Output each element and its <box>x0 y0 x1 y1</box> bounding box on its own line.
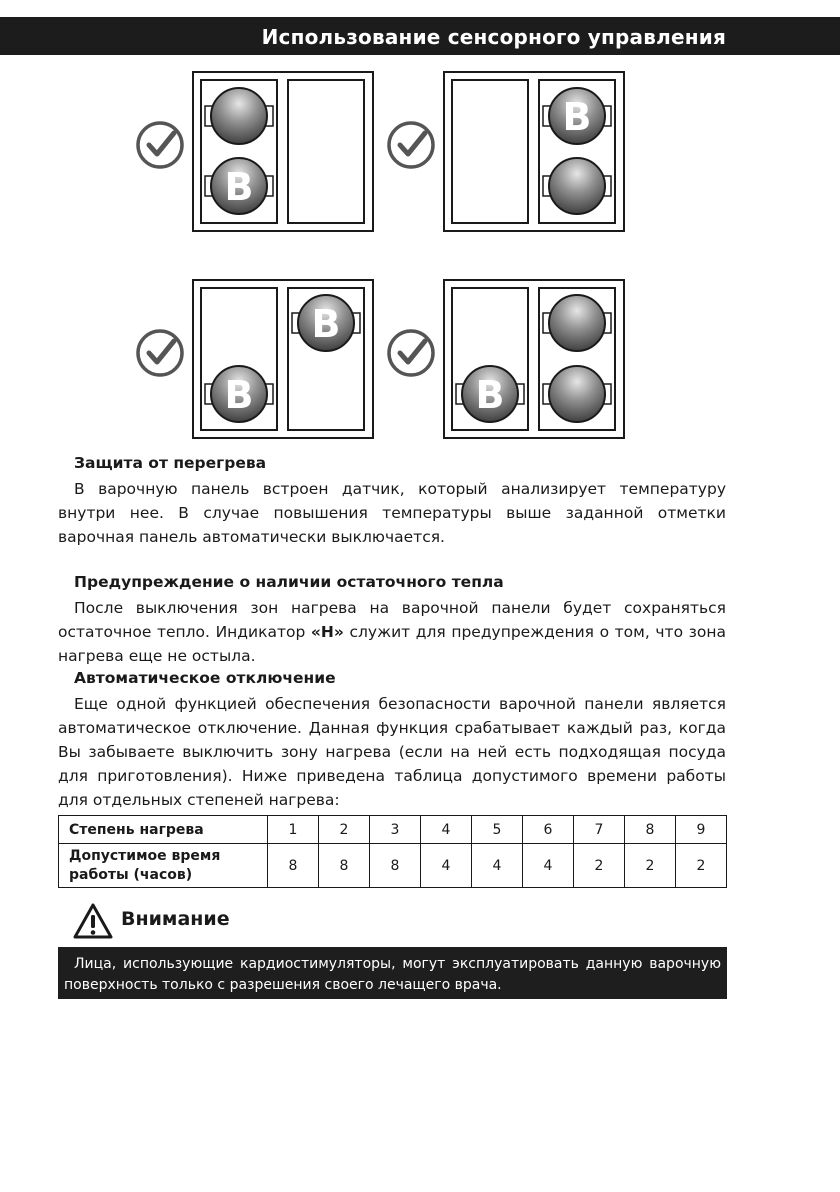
table-cell: 2 <box>625 844 676 888</box>
table-cell: 4 <box>421 844 472 888</box>
pot-label: B <box>224 165 254 209</box>
table-cell: 1 <box>268 816 319 844</box>
config-3 <box>138 280 373 438</box>
pot <box>211 88 267 144</box>
auto-off-paragraph <box>58 692 726 812</box>
table-row-label: Допустимое время работы (часов) <box>59 844 268 888</box>
config-1 <box>138 72 373 231</box>
auto-off-text: Еще одной функцией обеспечения безопасности варочной панели является автоматическое отключение. Данная функция срабатывает каждый раз, когда Вы забываете выключить зону нагрева (если на ней есть подходящая посуда для приготовления). Ниже приведена таблица допустимого времени работы для отдельных степеней нагрева: <box>58 695 726 809</box>
pot <box>549 366 605 422</box>
warning-text: Лица, использующие кардиостимуляторы, могут эксплуатировать данную варочную поверхность только с разрешения своего лечащего врача. <box>64 956 721 993</box>
table-cell: 8 <box>319 844 370 888</box>
warning-title: Внимание <box>121 908 230 930</box>
overheat-paragraph <box>58 477 726 549</box>
pot <box>549 295 605 351</box>
table-cell: 2 <box>676 844 727 888</box>
heating-time-table <box>58 815 727 888</box>
table-cell: 4 <box>421 816 472 844</box>
table-cell: 2 <box>319 816 370 844</box>
table-cell: 2 <box>574 844 625 888</box>
checkmark-icon <box>138 123 182 167</box>
overheat-heading: Защита от перегрева <box>74 454 267 472</box>
page-title: Использование сенсорного управления <box>261 25 726 49</box>
table-row <box>59 816 727 844</box>
pot-label: B <box>224 373 254 417</box>
indicator-symbol: «H» <box>310 623 344 641</box>
checkmark-icon <box>138 331 182 375</box>
residual-heat-paragraph <box>58 596 726 668</box>
table-cell: 9 <box>676 816 727 844</box>
overheat-text: В варочную панель встроен датчик, который анализирует температуру внутри нее. В случае повышения температуры выше заданной отметки варочная панель автоматически выключается. <box>58 480 726 546</box>
table-cell: 8 <box>625 816 676 844</box>
auto-off-heading: Автоматическое отключение <box>74 669 336 687</box>
pot-label: B <box>311 302 341 346</box>
table-cell: 8 <box>370 844 421 888</box>
config-2 <box>389 72 624 231</box>
residual-text-end: служит для предупреждения о том, что зона нагрева еще не остыла. <box>58 623 727 665</box>
table-cell: 6 <box>523 816 574 844</box>
residual-heat-heading: Предупреждение о наличии остаточного тепла <box>74 573 504 591</box>
header-bar <box>0 17 840 55</box>
table-cell: 8 <box>268 844 319 888</box>
table-row-label: Степень нагрева <box>59 816 268 844</box>
table-cell: 3 <box>370 816 421 844</box>
warning-icon <box>72 902 114 940</box>
pot <box>549 158 605 214</box>
pot-label: B <box>562 95 592 139</box>
table-cell: 5 <box>472 816 523 844</box>
config-4 <box>389 280 624 438</box>
checkmark-icon <box>389 123 433 167</box>
cookware-placement-diagram <box>0 60 840 450</box>
table-row <box>59 844 727 888</box>
table-cell: 4 <box>523 844 574 888</box>
table-cell: 7 <box>574 816 625 844</box>
checkmark-icon <box>389 331 433 375</box>
table-cell: 4 <box>472 844 523 888</box>
warning-box <box>58 947 727 999</box>
pot-label: B <box>475 373 505 417</box>
residual-text-start: После выключения зон нагрева на варочной панели будет сохраняться остаточное тепло. Индикатор <box>58 599 726 641</box>
